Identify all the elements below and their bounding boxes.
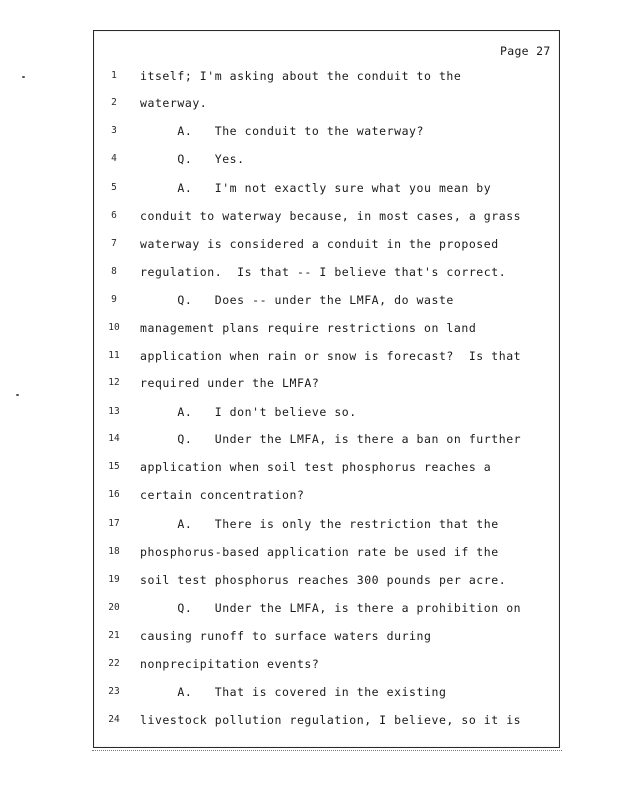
transcript-line xyxy=(96,485,556,505)
transcript-line xyxy=(96,457,556,477)
line-number: 3 xyxy=(111,125,117,136)
line-text: A. I don't believe so. xyxy=(140,405,357,419)
line-number: 23 xyxy=(108,686,120,697)
line-number: 15 xyxy=(108,461,120,472)
transcript-line xyxy=(96,682,556,702)
line-number: 11 xyxy=(108,350,120,361)
transcript-line xyxy=(96,66,556,86)
line-text: conduit to waterway because, in most cases, a grass xyxy=(140,209,522,223)
transcript-line xyxy=(96,710,556,730)
line-text: Q. Under the LMFA, is there a prohibition on xyxy=(140,601,522,615)
line-number: 1 xyxy=(111,70,117,81)
line-text: Q. Yes. xyxy=(140,152,245,166)
transcript-line xyxy=(96,373,556,393)
transcript-line xyxy=(96,402,556,422)
line-number: 18 xyxy=(108,546,120,557)
line-number: 2 xyxy=(111,97,117,108)
line-number: 14 xyxy=(108,433,120,444)
line-number: 10 xyxy=(108,322,120,333)
line-text: nonprecipitation events? xyxy=(140,657,320,671)
line-text: Q. Does -- under the LMFA, do waste xyxy=(140,293,454,307)
line-text: certain concentration? xyxy=(140,488,305,502)
transcript-line xyxy=(96,262,556,282)
line-text: application when soil test phosphorus reaches a xyxy=(140,460,492,474)
line-text: itself; I'm asking about the conduit to the xyxy=(140,69,462,83)
line-text: Q. Under the LMFA, is there a ban on further xyxy=(140,432,522,446)
line-text: A. I'm not exactly sure what you mean by xyxy=(140,181,492,195)
line-number: 16 xyxy=(108,489,120,500)
transcript-line xyxy=(96,598,556,618)
line-number: 9 xyxy=(111,294,117,305)
transcript-line xyxy=(96,570,556,590)
line-number: 4 xyxy=(111,153,117,164)
line-text: A. The conduit to the waterway? xyxy=(140,124,424,138)
line-text: required under the LMFA? xyxy=(140,376,320,390)
line-text: A. There is only the restriction that the xyxy=(140,517,499,531)
transcript-line xyxy=(96,429,556,449)
line-number: 12 xyxy=(108,377,120,388)
line-number: 7 xyxy=(111,238,117,249)
line-number: 8 xyxy=(111,266,117,277)
line-text: soil test phosphorus reaches 300 pounds per acre. xyxy=(140,573,507,587)
line-text: waterway is considered a conduit in the proposed xyxy=(140,237,499,251)
transcript-line xyxy=(96,206,556,226)
line-text: livestock pollution regulation, I believe, so it is xyxy=(140,713,522,727)
transcript-line xyxy=(96,178,556,198)
line-number: 19 xyxy=(108,574,120,585)
line-number: 20 xyxy=(108,602,120,613)
transcript-line xyxy=(96,542,556,562)
transcript-line xyxy=(96,234,556,254)
line-number: 21 xyxy=(108,630,120,641)
line-text: phosphorus-based application rate be used if the xyxy=(140,545,499,559)
line-number: 17 xyxy=(108,518,120,529)
transcript-line xyxy=(96,514,556,534)
line-number: 13 xyxy=(108,406,120,417)
line-number: 24 xyxy=(108,714,120,725)
transcript-line xyxy=(96,626,556,646)
transcript-line xyxy=(96,93,556,113)
line-text: A. That is covered in the existing xyxy=(140,685,447,699)
line-text: management plans require restrictions on land xyxy=(140,321,477,335)
line-number: 6 xyxy=(111,210,117,221)
transcript-line xyxy=(96,318,556,338)
page-bottom-rule xyxy=(92,750,562,751)
transcript-line xyxy=(96,346,556,366)
page-number: Page 27 xyxy=(500,44,551,58)
transcript-line xyxy=(96,149,556,169)
transcript-line xyxy=(96,654,556,674)
line-text: regulation. Is that -- I believe that's correct. xyxy=(140,265,507,279)
line-text: application when rain or snow is forecast? Is that xyxy=(140,349,522,363)
transcript-line xyxy=(96,290,556,310)
line-text: causing runoff to surface waters during xyxy=(140,629,432,643)
line-number: 22 xyxy=(108,658,120,669)
line-text: waterway. xyxy=(140,96,208,110)
scan-speck xyxy=(16,394,19,396)
line-number: 5 xyxy=(111,182,117,193)
transcript-line xyxy=(96,121,556,141)
scan-speck xyxy=(22,76,25,78)
